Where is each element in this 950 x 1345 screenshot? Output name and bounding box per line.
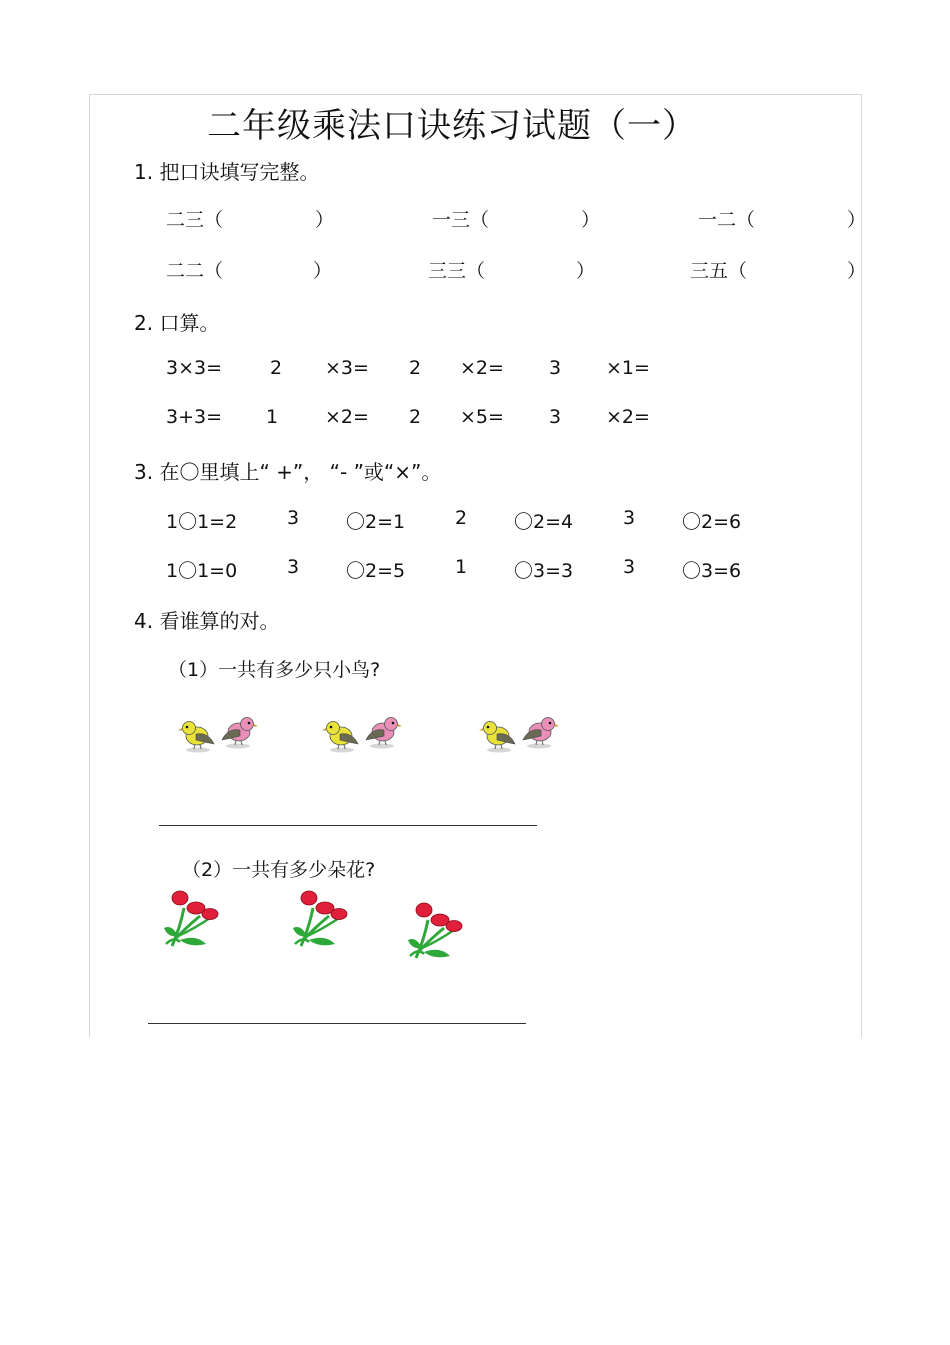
q1-cell: 二三（ xyxy=(166,209,224,231)
q2-cell: ×2= xyxy=(606,406,650,428)
q2-cell: ×5= xyxy=(460,406,504,428)
bird-icon xyxy=(218,710,258,750)
q2-cell: 2 xyxy=(409,406,422,428)
q2-cell: 3×3= xyxy=(166,357,223,379)
q3-cell: 3 xyxy=(287,556,300,578)
q2-cell: 2 xyxy=(270,357,283,379)
question-4-sub-1: （1）一共有多少只小鸟? xyxy=(168,659,381,681)
q1-cell: ） xyxy=(313,260,333,282)
q3-cell: 3 xyxy=(623,507,636,529)
q2-cell: 3+3= xyxy=(166,406,223,428)
q1-cell: ） xyxy=(847,260,867,282)
question-4-sub-2: （2）一共有多少朵花? xyxy=(182,859,376,881)
q1-cell: ） xyxy=(581,209,601,231)
q3-cell: 〇2=1 xyxy=(346,511,406,533)
q3-cell: 〇3=6 xyxy=(682,560,742,582)
bird-icon xyxy=(519,710,559,750)
q2-cell: ×3= xyxy=(325,357,369,379)
q2-cell: ×2= xyxy=(325,406,369,428)
q1-cell: ） xyxy=(576,260,596,282)
q2-cell: ×1= xyxy=(606,357,650,379)
q3-cell: 1〇1=0 xyxy=(166,560,238,582)
q2-cell: 3 xyxy=(549,357,562,379)
bird-icon xyxy=(479,714,519,754)
bird-icon xyxy=(178,714,218,754)
q1-cell: 三五（ xyxy=(690,260,748,282)
q2-cell: ×2= xyxy=(460,357,504,379)
q3-cell: 3 xyxy=(623,556,636,578)
q3-cell: 3 xyxy=(287,507,300,529)
q3-cell: 1 xyxy=(455,556,468,578)
q3-cell: 2 xyxy=(455,507,468,529)
flower-icon xyxy=(289,888,349,950)
answer-line-2 xyxy=(148,1023,526,1024)
q2-cell: 1 xyxy=(266,406,279,428)
q3-cell: 〇2=5 xyxy=(346,560,406,582)
question-2-label: 2. 口算。 xyxy=(134,311,220,335)
question-1-label: 1. 把口诀填写完整。 xyxy=(134,160,320,184)
q2-cell: 3 xyxy=(549,406,562,428)
bird-icon xyxy=(362,710,402,750)
answer-line-1 xyxy=(159,825,537,826)
question-3-label: 3. 在〇里填上“ +”， “- ”或“×”。 xyxy=(134,460,442,484)
q3-cell: 〇2=6 xyxy=(682,511,742,533)
q3-cell: 1〇1=2 xyxy=(166,511,238,533)
q1-cell: 一三（ xyxy=(432,209,490,231)
q1-cell: ） xyxy=(315,209,335,231)
q2-cell: 2 xyxy=(409,357,422,379)
q3-cell: 〇3=3 xyxy=(514,560,574,582)
q1-cell: ） xyxy=(847,209,867,231)
q1-cell: 三三（ xyxy=(428,260,486,282)
flower-icon xyxy=(404,900,464,962)
q1-cell: 一二（ xyxy=(698,209,756,231)
page-title: 二年级乘法口诀练习试题（一） xyxy=(207,106,697,146)
flower-icon xyxy=(160,888,220,950)
question-4-label: 4. 看谁算的对。 xyxy=(134,609,280,633)
q3-cell: 〇2=4 xyxy=(514,511,574,533)
q1-cell: 二二（ xyxy=(166,260,224,282)
bird-icon xyxy=(322,714,362,754)
